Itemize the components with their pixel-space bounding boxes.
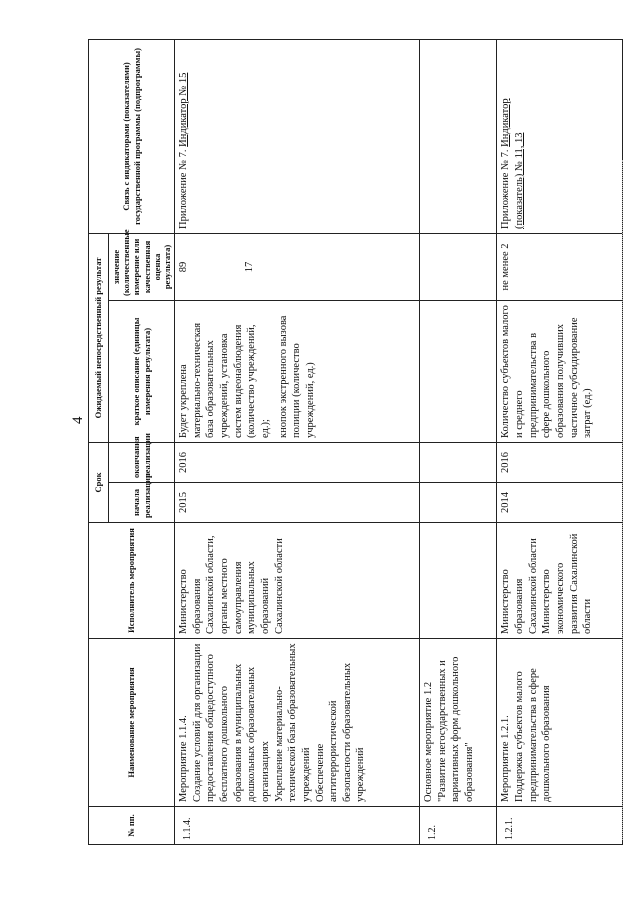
header-num: № пп.	[89, 807, 175, 845]
header-result-value: значение (количественные измерение или качественная оценка результата)	[109, 233, 175, 300]
row-number: 1.2.	[419, 807, 496, 845]
activity-title: Мероприятие 1.2.1.	[500, 715, 512, 802]
indicator-link[interactable]: Индикатор № 15	[178, 72, 190, 147]
start-year: 2014	[497, 483, 623, 523]
row-number: 1.2.1.	[497, 807, 623, 845]
activity-text: Укрепление материально-технической базы образовательных учреждений	[273, 643, 312, 802]
header-term-end: окончания реализации	[109, 442, 175, 482]
header-result-desc: краткое описание (единицы измерения результата)	[109, 300, 175, 442]
result-text: Будет укреплена материально-техническая база образовательных учреждений, установка систем видеонаблюдения (количество учреждений, ед.);	[178, 322, 271, 438]
result-value: 89	[178, 261, 190, 273]
empty-cell	[419, 300, 496, 442]
result-text: кнопок экстренного вызова полиции (количество учреждений, ед.)	[277, 315, 316, 438]
activity-text: Создание условий для организации предоставления общедоступного бесплатного дошкольного образования в муниципальных дошкольных образовательных организациях	[191, 643, 271, 802]
activity-text: Поддержка субъектов малого предпринимательства в сфере дошкольного образования	[514, 668, 553, 802]
header-link: Связь с индикаторами (показателями) государственной программы (подпрограммы)	[89, 39, 175, 233]
end-year: 2016	[497, 442, 623, 482]
main-activity-name: Основное мероприятие 1.2 "Развитие негосударственных и вариативных форм дошкольного образования"	[419, 639, 496, 807]
empty-cell	[419, 39, 496, 233]
header-executor: Исполнитель мероприятия	[89, 523, 175, 639]
indicator-prefix: Приложение № 7.	[178, 146, 190, 229]
table-row	[419, 39, 496, 844]
activity-text: Обеспечение антитеррористической безопасности образовательных учреждений	[314, 662, 367, 802]
table-row	[175, 39, 420, 844]
result-value: 17	[243, 261, 255, 273]
result-description-cell: Количество субъектов малого и среднего предпринимательства в сфере дошкольного образования получивших частичное субсидирование затрат (ед.)	[497, 300, 623, 442]
indicator-link-cell	[497, 39, 623, 233]
header-result: Ожидаемый непосредственный результат	[89, 233, 109, 442]
empty-cell	[419, 523, 496, 639]
indicator-link[interactable]: Индикатор (показатель) № 11, 13	[500, 98, 526, 229]
rotated-table-container	[88, 40, 623, 845]
empty-cell	[419, 442, 496, 482]
activities-table	[88, 39, 623, 845]
result-description-cell	[175, 300, 420, 442]
indicator-prefix: Приложение № 7.	[500, 146, 512, 229]
start-year: 2015	[175, 483, 420, 523]
executor-cell: Министерство образования Сахалинской области, органы местного самоуправления муниципальных образований Сахалинской области	[175, 523, 420, 639]
row-number: 1.1.4.	[175, 807, 420, 845]
activity-name-cell	[175, 639, 420, 807]
scan-edge-mark	[622, 160, 624, 840]
activity-name-cell	[497, 639, 623, 807]
activity-title: Мероприятие 1.1.4.	[178, 715, 190, 802]
header-term-start: начала реализации	[109, 483, 175, 523]
empty-cell	[419, 483, 496, 523]
end-year: 2016	[175, 442, 420, 482]
header-name: Наименование мероприятия	[89, 639, 175, 807]
header-term: Срок	[89, 442, 109, 522]
empty-cell	[419, 233, 496, 300]
result-value: не менее 2	[497, 233, 623, 300]
indicator-link-cell	[175, 39, 420, 233]
table-row	[497, 39, 623, 844]
executor-cell: Министерство образования Сахалинской области Министерство экономического развития Сахалинской области	[497, 523, 623, 639]
result-value-cell	[175, 233, 420, 300]
page-number: 4	[70, 416, 86, 424]
